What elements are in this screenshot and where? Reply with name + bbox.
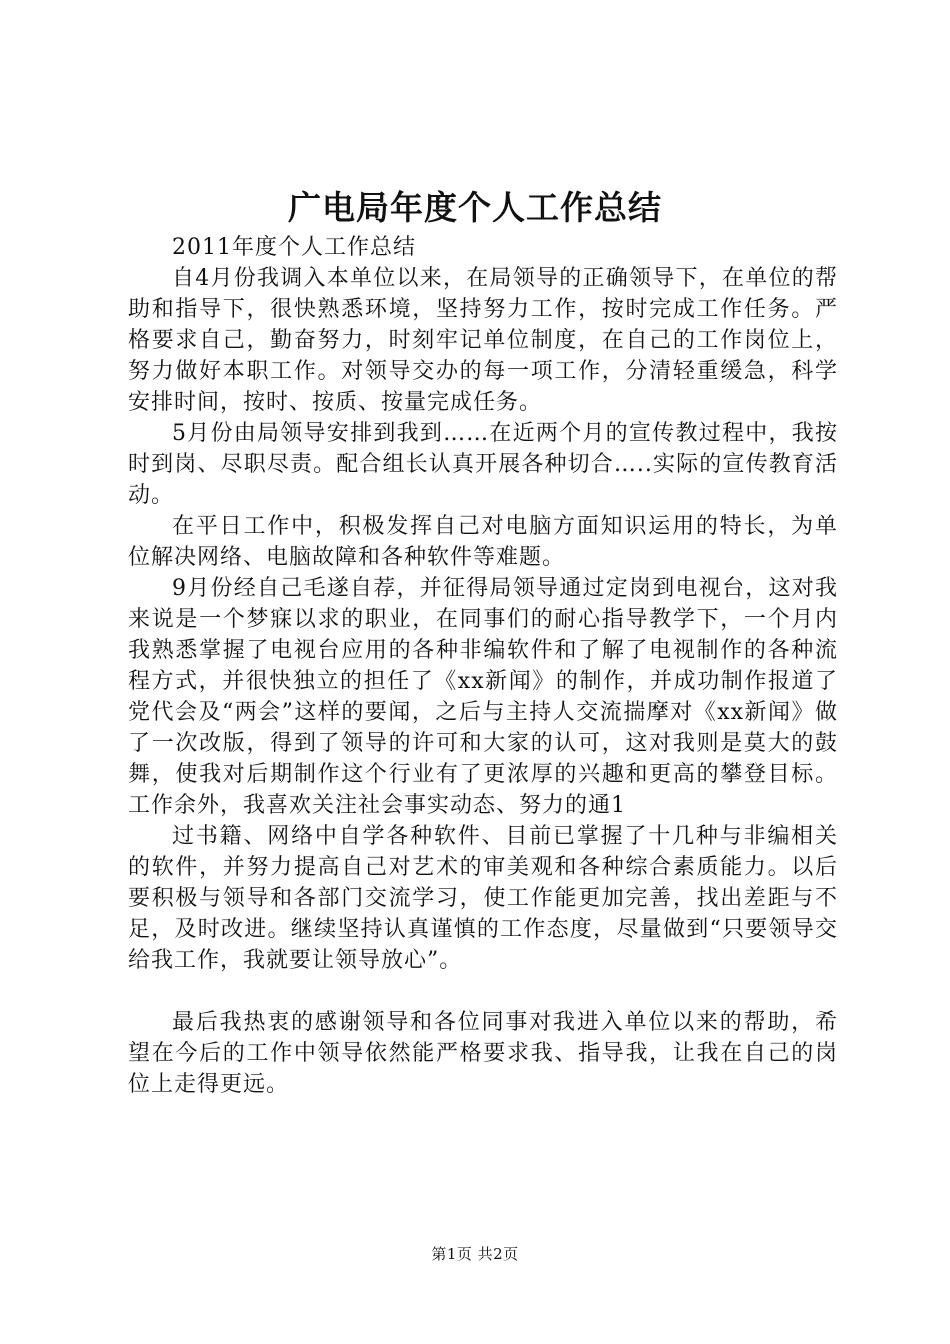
paragraph-2: 5月份由局领导安排到我到……在近两个月的宣传教过程中，我按时到岗、尽职尽责。配合组长认真开展各种切合…..实际的宣传教育活动。	[128, 421, 838, 508]
paragraph-3: 在平日工作中，积极发挥自己对电脑方面知识运用的特长，为单位解决网络、电脑故障和各种软件等难题。	[128, 514, 838, 570]
page-footer: 第1页 共2页	[431, 1245, 519, 1263]
paragraph-4: 9月份经自己毛遂自荐，并征得局领导通过定岗到电视台，这对我来说是一个梦寐以求的职业，在同事们的耐心指导教学下，一个月内我熟悉掌握了电视台应用的各种非编软件和了解了电视制作的各种流程方式，并很快独立的担任了《xx新闻》的制作，并成功制作报道了党代会及“两会”这样的要闻，之后与主持人交流揣摩对《xx新闻》做了一次改版，得到了领导的许可和大家的认可，这对我则是莫大的鼓舞，使我对后期制作这个行业有了更浓厚的兴趣和更高的攀登目标。工作余外，我喜欢关注社会事实动态、努力的通1	[128, 576, 838, 818]
document-body	[128, 232, 838, 1100]
document-title: 广电局年度个人工作总结	[288, 188, 662, 227]
paragraph-5: 过书籍、网络中自学各种软件、目前已掌握了十几种与非编相关的软件，并努力提高自己对艺术的审美观和各种综合素质能力。以后要积极与领导和各部门交流学习，使工作能更加完善，找出差距与不足，及时改进。继续坚持认真谨慎的工作态度，尽量做到“只要领导交给我工作，我就要让领导放心”。	[128, 824, 838, 973]
document-subtitle: 2011年度个人工作总结	[172, 235, 416, 260]
paragraph-6: 最后我热衷的感谢领导和各位同事对我进入单位以来的帮助，希望在今后的工作中领导依然能严格要求我、指导我，让我在自己的岗位上走得更远。	[128, 1010, 838, 1097]
paragraph-1: 自4月份我调入本单位以来，在局领导的正确领导下，在单位的帮助和指导下，很快熟悉环境，坚持努力工作，按时完成工作任务。严格要求自己，勤奋努力，时刻牢记单位制度，在自己的工作岗位上，努力做好本职工作。对领导交办的每一项工作，分清轻重缓急，科学安排时间，按时、按质、按量完成任务。	[128, 266, 838, 415]
